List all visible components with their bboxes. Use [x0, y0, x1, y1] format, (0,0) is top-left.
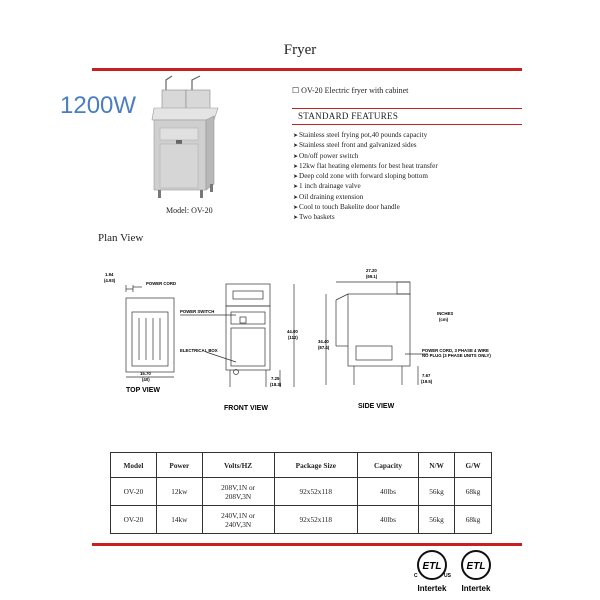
- power-rating-label: 1200W: [60, 92, 137, 119]
- dim-side-height-in: 34.40: [318, 339, 329, 344]
- certification-logos: [408, 545, 498, 597]
- page-title: Fryer: [283, 42, 317, 58]
- cell-nw: 56kg: [418, 506, 454, 534]
- plan-view-title: Plan View: [98, 232, 144, 244]
- model-description: ☐ OV-20 Electric fryer with cabinet: [292, 86, 409, 95]
- svg-text:Intertek: Intertek: [417, 584, 447, 593]
- feature-item: ➤ 1 inch drainage valve: [293, 182, 438, 192]
- front-view-label: FRONT VIEW: [224, 405, 268, 412]
- dim-front-height-cm: (112): [288, 335, 298, 340]
- dim-front-height-in: 44.00: [287, 329, 298, 334]
- dim-side-leg-cm: (19.5): [421, 379, 433, 384]
- col-gw: G/W: [455, 453, 492, 478]
- dim-side-height-cm: (87.4): [318, 345, 330, 350]
- cell-power: 12kw: [156, 478, 202, 506]
- cell-model: OV-20: [111, 506, 157, 534]
- cell-volts-line-1: 208V,1N or: [221, 482, 256, 492]
- cell-volts-line-2: 240V,3N: [225, 519, 252, 529]
- feature-item: ➤ Stainless steel frying pot,40 pounds capacity: [293, 131, 438, 141]
- col-package-size: Package Size: [274, 453, 358, 478]
- feature-item: ➤ On/off power switch: [293, 152, 438, 162]
- etl-listed-logo-1: [414, 551, 452, 593]
- cell-volts: [202, 478, 274, 506]
- col-volts: Volts/HZ: [202, 453, 274, 478]
- cell-volts-line-1: 240V,1N or: [221, 510, 256, 520]
- side-note-line-2: NO PLUG (3 PHASE UNITS ONLY): [422, 353, 491, 358]
- feature-item: ➤ 12kw flat heating elements for best heat transfer: [293, 162, 438, 172]
- feature-item: ➤ Cool to touch Bakelite door handle: [293, 203, 438, 213]
- label-power-switch: POWER SWITCH: [180, 309, 215, 314]
- dim-front-leg-in: 7.25: [271, 376, 280, 381]
- cell-gw: 68kg: [455, 506, 492, 534]
- side-note-line-1: POWER CORD, 3 PHASE 4 WIRE: [422, 348, 489, 353]
- svg-text:Intertek: Intertek: [461, 584, 491, 593]
- feature-item: ➤ Deep cold zone with forward sloping bottom: [293, 172, 438, 182]
- svg-text:US: US: [444, 573, 451, 579]
- cell-capacity: 40lbs: [358, 506, 419, 534]
- col-model: Model: [111, 453, 157, 478]
- label-electrical-box: ELECTRICAL BOX: [180, 348, 218, 353]
- top-view-label: TOP VIEW: [126, 387, 160, 394]
- cell-model: OV-20: [111, 478, 157, 506]
- top-view-outline: [126, 298, 174, 372]
- cell-nw: 56kg: [418, 478, 454, 506]
- dim-top-width-in: 1.94: [105, 272, 114, 277]
- side-view-label: SIDE VIEW: [358, 403, 395, 410]
- dim-side-width-cm: (69.1): [366, 274, 378, 279]
- col-power: Power: [156, 453, 202, 478]
- feature-item: ➤ Oil draining extension: [293, 193, 438, 203]
- svg-text:ETL: ETL: [422, 561, 442, 572]
- model-caption: Model: OV-20: [166, 206, 213, 215]
- svg-text:C: C: [414, 573, 418, 579]
- cell-volts-line-2: 208V,3N: [225, 491, 252, 501]
- cell-package-size: 92x52x118: [274, 506, 358, 534]
- feature-item: ➤ Two baskets: [293, 213, 438, 223]
- table-header-row: [111, 453, 492, 478]
- dim-front-leg-cm: (18.3): [270, 382, 282, 387]
- etl-listed-logo-2: [462, 551, 491, 593]
- cell-package-size: 92x52x118: [274, 478, 358, 506]
- dim-side-leg-in: 7.67: [422, 373, 431, 378]
- cell-power: 14kw: [156, 506, 202, 534]
- feature-item: ➤ Stainless steel front and galvanized sides: [293, 141, 438, 151]
- dim-side-width-in: 27.20: [366, 268, 377, 273]
- svg-text:ETL: ETL: [466, 561, 486, 572]
- table-row: [111, 478, 492, 506]
- features-title: STANDARD FEATURES: [298, 111, 399, 121]
- label-inches: INCHES: [437, 311, 454, 316]
- cell-gw: 68kg: [455, 478, 492, 506]
- label-cm: (cm): [439, 317, 449, 322]
- spec-table: [110, 452, 492, 534]
- table-row: [111, 506, 492, 534]
- col-capacity: Capacity: [358, 453, 419, 478]
- dim-top-base-cm: (40): [142, 377, 150, 382]
- cell-volts: [202, 506, 274, 534]
- col-nw: N/W: [418, 453, 454, 478]
- label-power-cord: POWER CORD: [146, 281, 177, 286]
- dim-top-width-cm: (4.93): [104, 278, 116, 283]
- cell-capacity: 40lbs: [358, 478, 419, 506]
- dim-top-base-in: 15.70: [140, 371, 151, 376]
